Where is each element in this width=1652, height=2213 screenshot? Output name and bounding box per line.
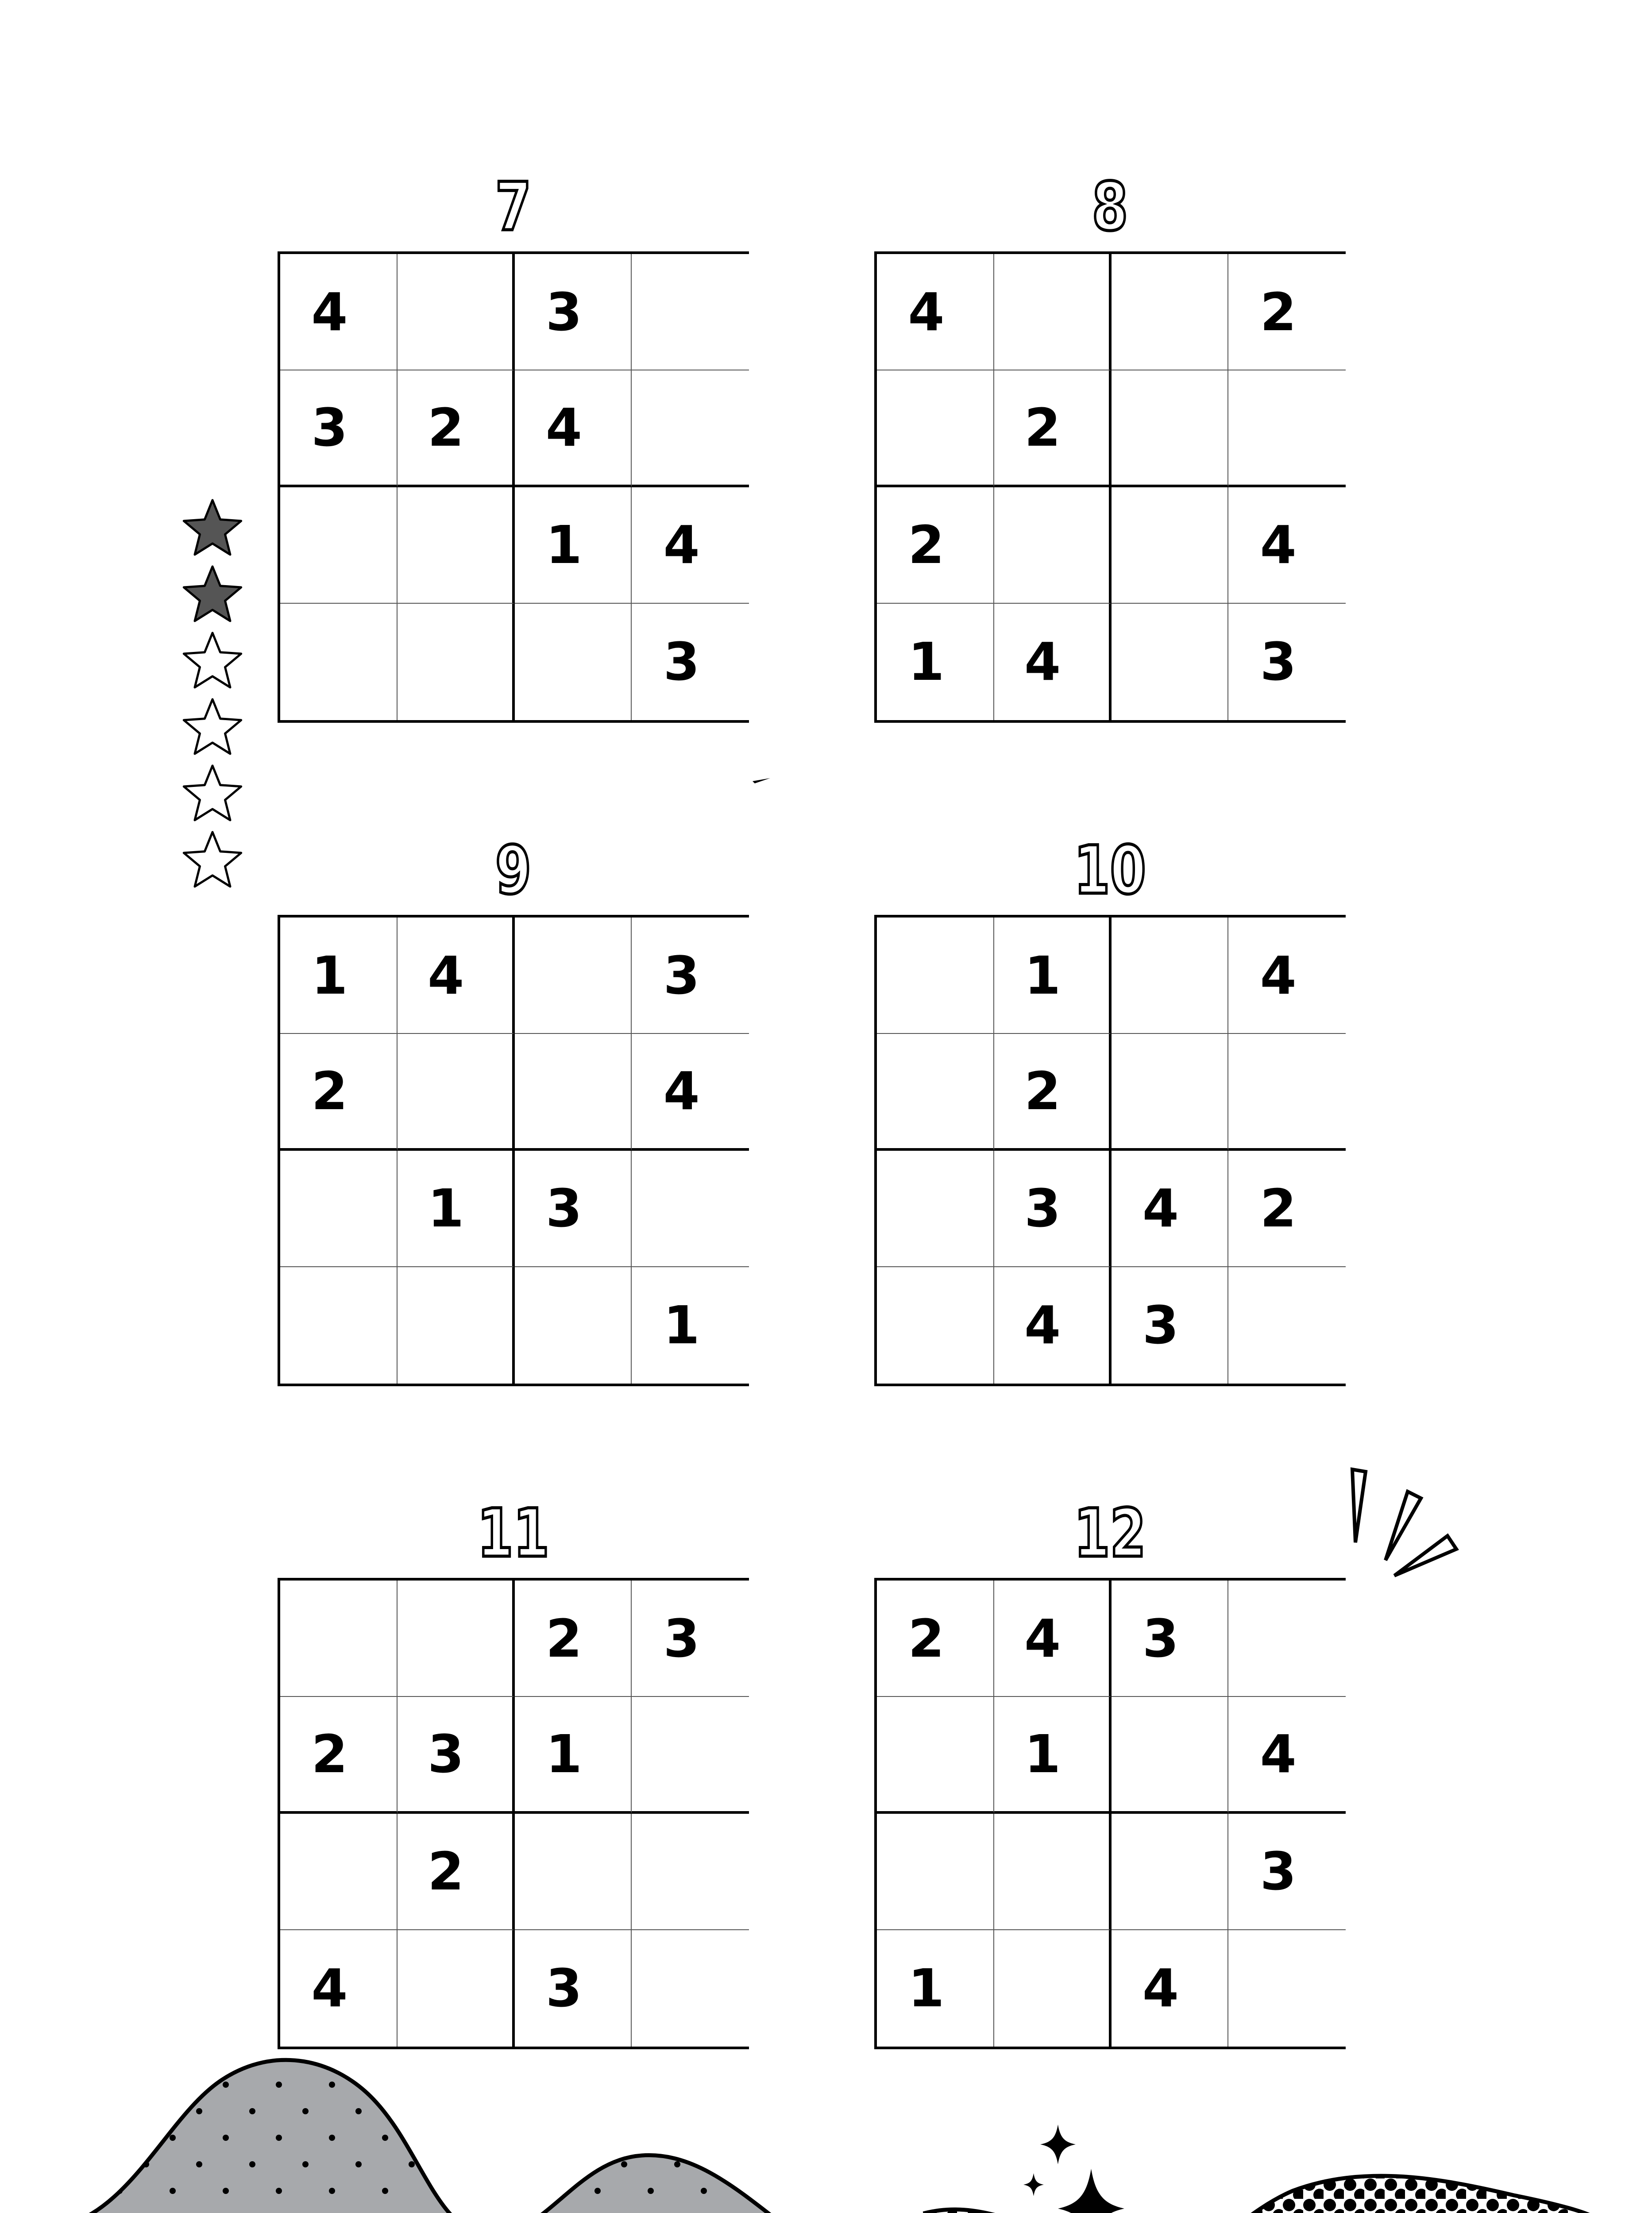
sudoku-cell[interactable] [994,1814,1112,1930]
sudoku-cell[interactable] [1112,918,1229,1034]
sudoku-cell[interactable] [1112,370,1229,487]
sudoku-cell[interactable] [1228,1034,1346,1150]
sudoku-cell[interactable] [515,1034,632,1150]
sudoku-cell[interactable] [994,1930,1112,2047]
sudoku-cell[interactable] [515,1267,632,1384]
sudoku-cell[interactable]: 3 [632,1581,749,1697]
difficulty-rating [179,496,255,894]
sudoku-cell[interactable]: 4 [877,254,994,370]
sudoku-cell[interactable] [280,1267,398,1384]
sudoku-cell[interactable] [280,1581,398,1697]
sudoku-cell[interactable]: 2 [398,370,515,487]
sudoku-cell[interactable]: 4 [994,604,1112,720]
sudoku-cell[interactable]: 3 [1260,631,1297,693]
sudoku-cell[interactable] [280,487,398,604]
sudoku-cell[interactable] [280,1151,398,1267]
sudoku-cell[interactable] [1112,1034,1229,1150]
sudoku-cell[interactable]: 4 [994,1581,1112,1697]
sudoku-cell[interactable] [632,370,749,487]
puzzle-number: 8 [1092,169,1128,246]
sudoku-cell[interactable]: 4 [398,918,515,1034]
sudoku-cell[interactable]: 3 [663,631,700,693]
sudoku-cell[interactable]: 4 [280,1930,398,2047]
sudoku-cell[interactable]: 2 [398,1814,515,1930]
sudoku-cell[interactable] [1112,604,1229,720]
sudoku-cell[interactable]: 4 [1228,487,1346,604]
sudoku-cell[interactable]: 4 [280,254,398,370]
sudoku-cell[interactable]: 2 [877,1581,994,1697]
sudoku-cell[interactable]: 4 [632,1034,749,1150]
sudoku-cell[interactable]: 4 [1112,1151,1229,1267]
star-filled-icon [179,496,246,562]
sudoku-cell[interactable] [1112,487,1229,604]
sudoku-cell[interactable] [632,1814,749,1930]
sudoku-cell[interactable] [1112,1814,1229,1930]
sudoku-cell[interactable] [398,487,515,604]
hill-shape [62,2060,943,2213]
sudoku-cell[interactable] [398,604,515,720]
sudoku-cell[interactable] [632,1697,749,1813]
sudoku-cell[interactable] [632,1930,749,2047]
puzzle-number: 10 [1074,832,1146,909]
sudoku-cell[interactable]: 2 [994,1034,1112,1150]
sudoku-cell[interactable] [280,1814,398,1930]
sudoku-cell[interactable] [632,254,749,370]
sudoku-cell[interactable]: 3 [515,1151,632,1267]
sudoku-cell[interactable] [398,1930,515,2047]
sudoku-cell[interactable] [994,254,1112,370]
accent-lines-icon [1352,1469,1456,1576]
star-filled-icon [179,562,246,628]
sudoku-cell[interactable] [1228,1930,1346,2047]
sudoku-cell[interactable]: 4 [1228,918,1346,1034]
dotted-wave-shape [925,2176,1594,2213]
sudoku-cell[interactable]: 2 [994,370,1112,487]
sudoku-grid [278,915,749,1386]
sudoku-cell[interactable] [515,1814,632,1930]
sudoku-cell[interactable]: 1 [280,918,398,1034]
sudoku-cell[interactable] [877,918,994,1034]
puzzle-number: 7 [495,169,532,246]
sudoku-grid [874,251,1346,723]
star-empty-icon [179,628,246,695]
sudoku-cell[interactable] [280,604,398,720]
sudoku-grid [874,915,1346,1386]
sudoku-cell[interactable]: 2 [280,1697,398,1813]
sudoku-cell[interactable]: 4 [994,1267,1112,1384]
sudoku-cell[interactable] [877,370,994,487]
ink-mark [753,778,770,783]
sudoku-cell[interactable]: 3 [280,370,398,487]
star-empty-icon [179,695,246,761]
sudoku-cell[interactable]: 1 [877,604,994,720]
sudoku-cell[interactable]: 2 [1228,254,1346,370]
sudoku-cell[interactable]: 1 [994,1697,1112,1813]
sudoku-cell[interactable]: 4 [1228,1697,1346,1813]
sudoku-cell[interactable]: 4 [1112,1930,1229,2047]
puzzle-number: 9 [495,832,532,909]
sudoku-cell[interactable]: 1 [877,1930,994,2047]
puzzle-number: 11 [477,1495,549,1572]
sudoku-cell[interactable]: 3 [1112,1581,1229,1697]
sudoku-cell[interactable] [994,487,1112,604]
sudoku-cell[interactable] [877,1151,994,1267]
sudoku-cell[interactable] [515,604,632,720]
sudoku-cell[interactable]: 1 [515,487,632,604]
sudoku-cell[interactable]: 1 [515,1697,632,1813]
sudoku-cell[interactable] [398,1267,515,1384]
sudoku-cell[interactable] [1228,370,1346,487]
sudoku-grid [874,1578,1346,2049]
sudoku-cell[interactable] [398,254,515,370]
sudoku-cell[interactable]: 3 [994,1151,1112,1267]
sudoku-cell[interactable]: 1 [398,1151,515,1267]
sudoku-cell[interactable] [1228,1267,1346,1384]
sudoku-cell[interactable]: 2 [877,487,994,604]
sudoku-cell[interactable]: 3 [515,1930,632,2047]
sudoku-cell[interactable] [398,1034,515,1150]
sudoku-cell[interactable] [398,1581,515,1697]
puzzle-number: 12 [1074,1495,1146,1572]
sudoku-cell[interactable]: 3 [1112,1267,1229,1384]
sudoku-cell[interactable]: 2 [515,1581,632,1697]
sudoku-cell[interactable] [515,918,632,1034]
sparkle-icon [1023,2124,1124,2213]
sudoku-cell[interactable]: 2 [280,1034,398,1150]
sudoku-cell[interactable] [877,1697,994,1813]
sudoku-cell[interactable]: 1 [994,918,1112,1034]
sudoku-grid [278,251,749,723]
sudoku-cell[interactable]: 4 [515,370,632,487]
sudoku-cell[interactable] [877,1267,994,1384]
sudoku-cell[interactable] [1112,1697,1229,1813]
star-empty-icon [179,761,246,828]
sudoku-cell[interactable]: 3 [398,1697,515,1813]
sudoku-cell[interactable]: 3 [1228,1814,1346,1930]
sudoku-cell[interactable]: 3 [632,918,749,1034]
sudoku-cell[interactable]: 3 [515,254,632,370]
sudoku-cell[interactable] [877,1814,994,1930]
sudoku-cell[interactable]: 1 [663,1295,700,1356]
sudoku-cell[interactable] [877,1034,994,1150]
sudoku-cell[interactable]: 2 [1228,1151,1346,1267]
sudoku-cell[interactable]: 4 [632,487,749,604]
sudoku-cell[interactable] [1228,1581,1346,1697]
sudoku-grid [278,1578,749,2049]
star-empty-icon [179,828,246,894]
sudoku-cell[interactable] [632,1151,749,1267]
sudoku-cell[interactable] [1112,254,1229,370]
